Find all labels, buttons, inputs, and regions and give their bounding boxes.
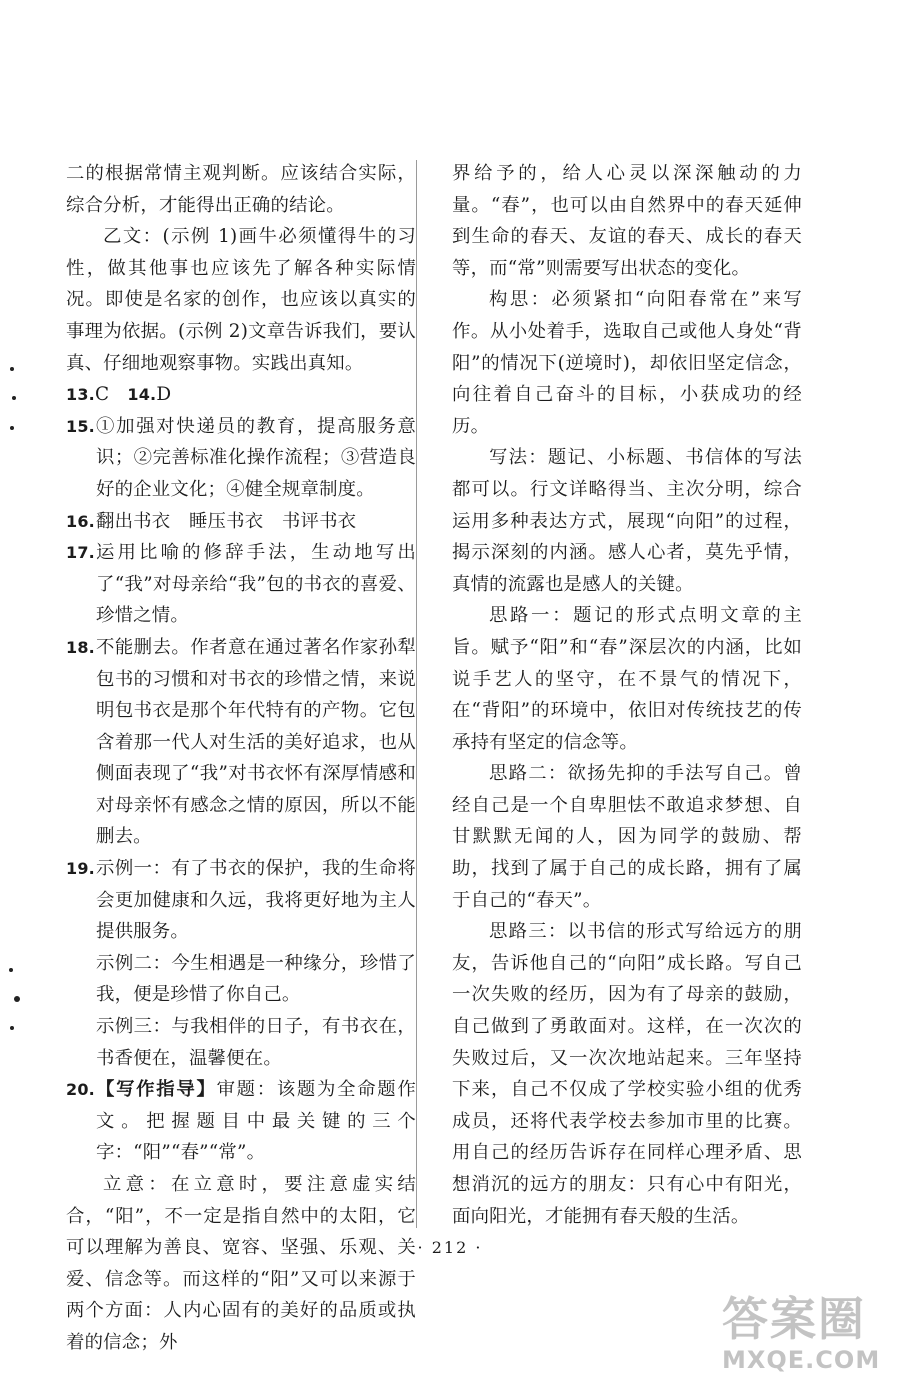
margin-mark xyxy=(10,367,14,371)
question-18-answer: 不能删去。作者意在通过著名作家孙犁包书的习惯和对书衣的珍惜之情，来说明包书衣是那个年代特有的产物。它包含着那一代人对生活的美好追求，也从侧面表现了“我”对书衣怀有深厚情感和对母亲怀有感念之情的原因，所以不能删去。 xyxy=(96,636,416,848)
question-17-answer: 运用比喻的修辞手法，生动地写出了“我”对母亲给“我”包的书衣的喜爱、珍惜之情。 xyxy=(96,542,416,627)
answer-15 xyxy=(66,411,416,506)
question-13-answer: C xyxy=(94,384,110,406)
question-19-example-2: 示例二：今生相遇是一种缘分，珍惜了我，便是珍惜了你自己。 xyxy=(96,952,416,1006)
page-number: · 212 · xyxy=(417,1238,483,1257)
question-14-number: 14. xyxy=(127,385,157,405)
question-16-answer: 翻出书衣 睡压书衣 书评书衣 xyxy=(96,510,357,532)
watermark-logo xyxy=(722,1292,892,1384)
answer-20 xyxy=(66,1074,416,1169)
question-19-example-1: 示例一：有了书衣的保护，我的生命将会更加健康和久远，我将更好地为主人提供服务。 xyxy=(96,858,416,943)
xiefa-paragraph: 写法：题记、小标题、书信体的写法都可以。行文详略得当、主次分明，综合运用多种表达方式，展现“向阳”的过程，揭示深刻的内涵。感人心者，莫先乎情，真情的流露也是感人的关键。 xyxy=(452,447,802,595)
yi-wen-answer: 乙文：(示例 1)画牛必须懂得牛的习性，做其他事也应该先了解各种实际情况。即使是名家的创作，也应该以真实的事理为依据。(示例 2)文章告诉我们，要认真、仔细地观察事物。实践出真知。 xyxy=(66,226,416,374)
silu-1-paragraph: 思路一：题记的形式点明文章的主旨。赋予“阳”和“春”深层次的内涵，比如说手艺人的坚守，在不景气的情况下，在“背阳”的环境中，依旧对传统技艺的传承持有坚定的信念等。 xyxy=(452,605,802,753)
right-column xyxy=(452,158,802,1232)
margin-mark xyxy=(14,996,20,1002)
margin-mark xyxy=(10,426,14,430)
question-16-number: 16. xyxy=(66,511,95,531)
watermark-title: 答案圈 xyxy=(722,1292,866,1346)
question-13-number: 13. xyxy=(66,385,95,405)
question-15-answer: ①加强对快递员的教育，提高服务意识；②完善标准化操作流程；③营造良好的企业文化；④健全规章制度。 xyxy=(96,415,416,500)
silu-2-paragraph: 思路二：欲扬先抑的手法写自己。曾经自己是一个自卑胆怯不敢追求梦想、自甘默默无闻的人，因为同学的鼓励、帮助，找到了属于自己的成长路，拥有了属于自己的“春天”。 xyxy=(452,763,802,911)
question-18-number: 18. xyxy=(66,637,95,657)
question-20-number: 20. xyxy=(66,1080,95,1100)
margin-mark xyxy=(9,968,13,972)
answer-13-14 xyxy=(66,379,416,411)
goucheng-paragraph: 构思：必须紧扣“向阳春常在”来写作。从小处着手，选取自己或他人身处“背阳”的情况下(逆境时)，却依旧坚定信念，向往着自己奋斗的目标，小获成功的经历。 xyxy=(452,289,802,437)
writing-guide-intro: 审题：该题为全命题作文。把握题目中最关键的三个字：“阳”“春”“常”。 xyxy=(96,1079,416,1164)
margin-mark xyxy=(10,1026,14,1030)
right-paragraph-1: 界给予的，给人心灵以深深触动的力量。“春”，也可以由自然界中的春天延伸到生命的春天、友谊的春天、成长的春天等，而“常”则需要写出状态的变化。 xyxy=(452,163,802,279)
margin-mark xyxy=(12,396,16,400)
question-19-example-3: 示例三：与我相伴的日子，有书衣在，书香便在，温馨便在。 xyxy=(96,1016,416,1069)
liyi-paragraph: 立意：在立意时，要注意虚实结合，“阳”，不一定是指自然中的太阳，它可以理解为善良、宽容、坚强、乐观、关爱、信念等。而这样的“阳”又可以来源于两个方面：人内心固有的美好的品质或执着的信念；外 xyxy=(66,1174,416,1353)
silu-3-paragraph: 思路三：以书信的形式写给远方的朋友，告诉他自己的“向阳”成长路。写自己一次失败的经历，因为有了母亲的鼓励，自己做到了勇敢面对。这样，在一次次的失败过后，又一次次地站起来。三年坚持下来，自己不仅成了学校实验小组的优秀成员，还将代表学校去参加市里的比赛。用自己的经历告诉存在同样心理矛盾、思想消沉的远方的朋友：只有心中有阳光，面向阳光，才能拥有春天般的生活。 xyxy=(452,921,802,1227)
column-divider xyxy=(416,160,417,1228)
continued-paragraph: 二的根据常情主观判断。应该结合实际，综合分析，才能得出正确的结论。 xyxy=(66,163,416,216)
answer-19 xyxy=(66,853,416,1074)
watermark-url: MXQE.COM xyxy=(722,1346,881,1374)
left-column xyxy=(66,158,416,1359)
answer-16 xyxy=(66,506,416,538)
writing-guide-tag: 【写作指导】 xyxy=(96,1079,217,1101)
answer-18 xyxy=(66,632,416,853)
answer-17 xyxy=(66,537,416,632)
question-14-answer: D xyxy=(156,384,172,406)
question-17-number: 17. xyxy=(66,543,95,563)
question-15-number: 15. xyxy=(66,416,95,436)
question-19-number: 19. xyxy=(66,859,95,879)
